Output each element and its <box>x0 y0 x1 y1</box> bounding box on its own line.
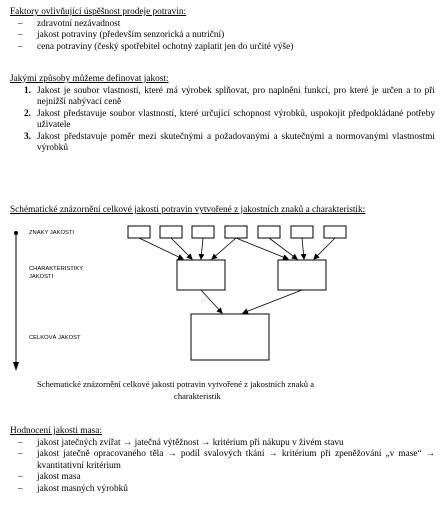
axis-start-dot <box>14 231 18 235</box>
list-item: – jakost jatečně opracovaného těla → podíl svalových tkání → kritérium při zpeněžování „v mase“ → kvantitativní kritérium <box>18 449 435 471</box>
total-quality-box <box>191 314 269 360</box>
list-item: 1. Jakost je soubor vlastností, které má výrobek splňovat, pro naplnění funkcí, pro které je určen a to při nejnižší nabývací ceně <box>24 86 435 108</box>
list-item: – jakost masných výrobků <box>18 483 128 494</box>
quality-mark-box <box>160 226 182 238</box>
quality-mark-box <box>258 226 280 238</box>
list-item: – cena potraviny (český spotřebitel ochotný zaplatit jen do určité výše) <box>18 41 294 52</box>
diagram-caption-line-2: charakteristik <box>174 391 221 401</box>
factors-list <box>10 19 293 53</box>
quality-mark-box <box>128 226 150 238</box>
quality-mark-box <box>225 226 247 238</box>
list-item: – zdravotní nezávadnost <box>18 19 121 29</box>
section-heading-meat-quality: Hodnocení jakosti masa: <box>10 426 102 436</box>
list-item: 3. Jakost představuje poměr mezi skutečnými a požadovanými a skutečnými a normovanými vlastnostmi výrobků <box>24 131 435 154</box>
meat-quality-list <box>10 438 435 495</box>
section-heading-schema: Schématické znázornění celkové jakosti potravin vytvořené z jakostních znaků a charakteristik: <box>10 205 366 215</box>
quality-marks-boxes <box>128 226 346 238</box>
characteristic-box-left <box>177 260 225 290</box>
list-item: – jakost masa <box>18 472 81 483</box>
label-quality-characteristics-1: CHARAKTERISTIKY <box>29 266 84 272</box>
label-quality-characteristics-2: JAKOSTI <box>29 274 54 280</box>
definitions-list <box>10 86 435 154</box>
characteristic-to-total-arrows <box>201 290 302 313</box>
quality-mark-box <box>324 226 346 238</box>
quality-mark-box <box>291 226 313 238</box>
list-item: – jakost jatečných zvířat → jatečná výtěžnost → kritérium při nákupu v živém stavu <box>18 438 344 448</box>
quality-mark-box <box>192 226 214 238</box>
quality-schema-diagram <box>8 222 440 414</box>
section-heading-factors: Faktory ovlivňující úspěšnost prodeje potravin: <box>10 7 187 17</box>
characteristic-box-right <box>278 260 326 290</box>
label-total-quality: CELKOVÁ JAKOST <box>29 335 81 341</box>
label-quality-marks: ZNAKY JAKOSTI <box>29 230 74 236</box>
diagram-caption-line-1: Schematické znázornění celkové jakosti potravin vytvořené z jakostních znaků a <box>37 379 315 389</box>
list-item: – jakost potraviny (především senzorická a nutriční) <box>18 30 225 41</box>
list-item: 2. Jakost představuje soubor vlastností, které určující schopnost výrobků, uspokojit předpokládané potřeby uživatele <box>24 108 435 131</box>
section-heading-definitions: Jakými způsoby můžeme definovat jakost: <box>10 74 169 84</box>
mark-to-characteristic-arrows <box>139 238 335 259</box>
axis-arrow-icon <box>13 362 19 371</box>
